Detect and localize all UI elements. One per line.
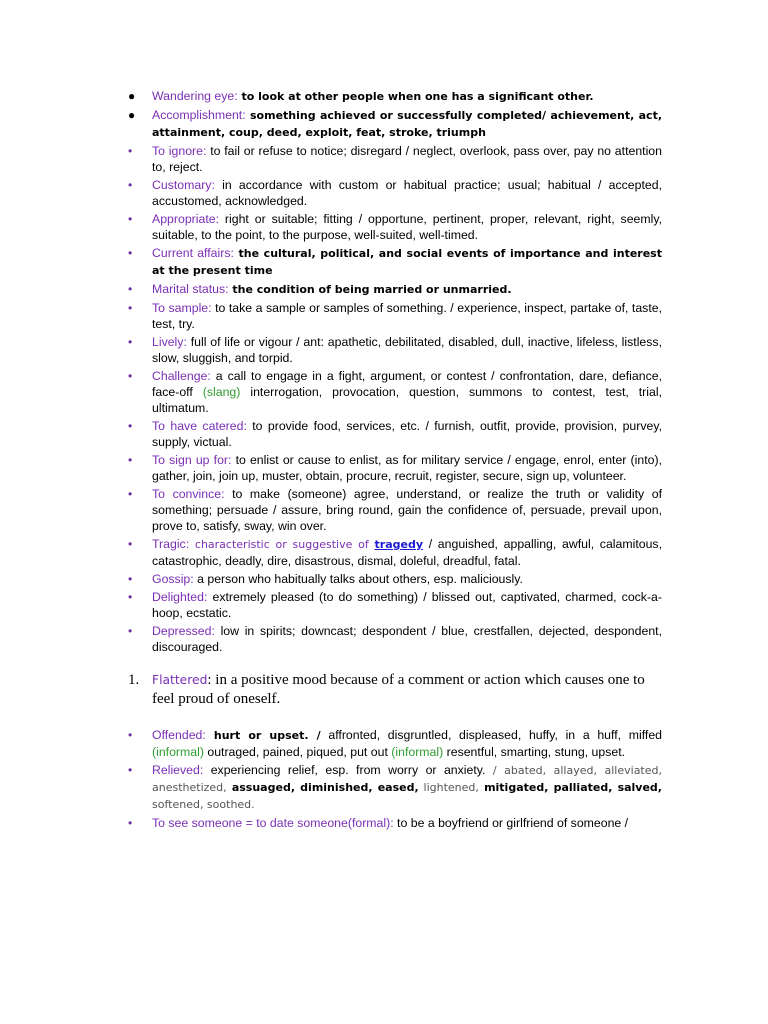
entry-current-affairs <box>128 245 662 279</box>
entry-to-sample <box>128 300 662 332</box>
entry-delighted <box>128 589 662 621</box>
entry-term: To ignore: <box>152 144 207 158</box>
entry-customary <box>128 177 662 209</box>
entry-definition-cont: resentful, smarting, stung, upset. <box>443 745 626 759</box>
entry-definition-cont: interrogation, provocation, question, summons to contest, test, trial, ultimatum. <box>152 385 662 415</box>
entry-definition: a call to engage in a fight, argument, or contest / confrontation, dare, defiance, face-off <box>152 369 662 399</box>
entry-definition: to provide food, services, etc. / furnish, outfit, provide, provision, purvey, supply, victual. <box>152 419 662 449</box>
entry-definition-bold: hurt or upset. / <box>205 729 321 742</box>
entry-gossip <box>128 571 662 587</box>
bullet-icon: • <box>128 487 133 501</box>
entry-definition: to be a boyfriend or girlfriend of someone / <box>393 816 629 830</box>
entry-appropriate <box>128 211 662 243</box>
slang-note: (slang) <box>202 385 241 399</box>
bullet-icon: • <box>128 282 133 296</box>
bullet-icon: • <box>128 453 133 467</box>
entry-definition-synonyms: / abated, allayed, alleviated, anesthetized, <box>152 764 662 794</box>
entry-to-see-someone <box>128 815 662 831</box>
entry-term: Tragic: <box>152 537 190 551</box>
entry-accomplishment <box>128 107 662 141</box>
entry-marital-status <box>128 281 662 298</box>
list-number: 1. <box>128 672 140 688</box>
entry-term: To sign up for: <box>152 453 232 467</box>
bullet-icon: • <box>128 369 133 383</box>
entry-term: Gossip: <box>152 572 194 586</box>
bullet-icon: • <box>128 624 133 638</box>
entry-definition: low in spirits; downcast; despondent / blue, crestfallen, dejected, despondent, discouraged. <box>152 624 662 654</box>
entry-term: Offended: <box>152 728 206 742</box>
entry-definition: something achieved or successfully completed/ achievement, act, attainment, coup, deed, exploit, feat, stroke, triumph <box>152 109 662 139</box>
entry-term: Challenge: <box>152 369 211 383</box>
entry-depressed <box>128 623 662 655</box>
entry-to-sign-up-for <box>128 452 662 484</box>
entry-definition: in accordance with custom or habitual practice; usual; habitual / accepted, accustomed, acknowledged. <box>152 178 662 208</box>
entry-definition: the condition of being married or unmarried. <box>228 283 512 296</box>
entry-definition-synonyms: lightened, <box>418 781 479 794</box>
entry-relieved <box>128 762 662 813</box>
entry-definition-bold: mitigated, palliated, salved, <box>478 781 662 794</box>
entry-definition: experiencing relief, esp. from worry or anxiety. <box>203 763 493 777</box>
informal-note: (informal) <box>391 745 444 759</box>
entry-definition-cont: outraged, pained, piqued, put out <box>203 745 392 759</box>
entry-offended <box>128 727 662 760</box>
entry-definition: : in a positive mood because of a comment or action which causes one to feel proud of oneself. <box>152 672 645 707</box>
bullet-icon: • <box>128 763 133 777</box>
entry-definition-bold: assuaged, diminished, eased, <box>226 781 419 794</box>
bullet-icon: ● <box>128 108 136 122</box>
tragedy-link[interactable]: tragedy <box>374 538 424 551</box>
entry-definition: to fail or refuse to notice; disregard / neglect, overlook, pass over, pay no attention to, reject. <box>152 144 662 174</box>
entry-challenge <box>128 368 662 416</box>
entry-term: Accomplishment: <box>152 108 246 122</box>
bullet-icon: • <box>128 246 133 260</box>
bullet-icon: • <box>128 572 133 586</box>
bullet-icon: • <box>128 590 133 604</box>
entry-definition: full of life or vigour / ant: apathetic, debilitated, disabled, dull, inactive, lifeless, listless, slow, sluggish, and torpid. <box>152 335 662 365</box>
entry-definition: to enlist or cause to enlist, as for military service / engage, enrol, enter (into), gather, join, join up, muster, obtain, procure, recruit, register, secure, sign up, volunteer. <box>152 453 662 483</box>
bullet-icon: • <box>128 178 133 192</box>
bullet-icon: • <box>128 728 133 742</box>
entry-term: Customary: <box>152 178 215 192</box>
entry-term: Wandering eye: <box>152 89 238 103</box>
entry-definition: the cultural, political, and social events of importance and interest at the present time <box>152 247 662 277</box>
entry-to-convince <box>128 486 662 534</box>
entry-term: Marital status: <box>152 282 229 296</box>
entry-term: Appropriate: <box>152 212 219 226</box>
vocabulary-list-1 <box>128 88 662 655</box>
bullet-icon: • <box>128 212 133 226</box>
entry-definition: extremely pleased (to do something) / blissed out, captivated, charmed, cock-a-hoop, ecstatic. <box>152 590 662 620</box>
entry-term: To have catered: <box>152 419 247 433</box>
entry-definition: to make (someone) agree, understand, or realize the truth or validity of something; persuade / assure, bring round, gain the confidence of, persuade, prevail upon, prove to, satisfy, sway, win over. <box>152 487 662 533</box>
entry-term: Lively: <box>152 335 187 349</box>
entry-term: Depressed: <box>152 624 215 638</box>
entry-wandering-eye <box>128 88 662 105</box>
entry-term: To see someone = to date someone(formal): <box>152 816 394 830</box>
bullet-icon: ● <box>128 89 136 103</box>
entry-definition: right or suitable; fitting / opportune, pertinent, proper, relevant, right, seemly, suitable, to the point, to the purpose, well-suited, well-timed. <box>152 212 662 242</box>
bullet-icon: • <box>128 301 133 315</box>
numbered-list <box>128 671 662 709</box>
entry-tragic <box>128 536 662 569</box>
entry-definition: a person who habitually talks about others, esp. maliciously. <box>193 572 523 586</box>
vocabulary-list-2 <box>128 727 662 831</box>
entry-term: To sample: <box>152 301 212 315</box>
entry-to-ignore <box>128 143 662 175</box>
informal-note: (informal) <box>152 745 204 759</box>
entry-term: To convince: <box>152 487 225 501</box>
entry-term: Current affairs: <box>152 246 234 260</box>
entry-lively <box>128 334 662 366</box>
entry-definition: to look at other people when one has a significant other. <box>237 90 594 103</box>
entry-definition: to take a sample or samples of something. / experience, inspect, partake of, taste, test, try. <box>152 301 662 331</box>
entry-definition: characteristic or suggestive of <box>189 538 375 551</box>
bullet-icon: • <box>128 419 133 433</box>
entry-definition: affronted, disgruntled, displeased, huffy, in a huff, miffed <box>320 728 662 742</box>
entry-definition-cont: / anguished, appalling, awful, calamitous, catastrophic, deadly, dire, disastrous, dismal, doleful, dreadful, fatal. <box>152 537 662 568</box>
bullet-icon: • <box>128 144 133 158</box>
entry-term: Flattered <box>152 673 208 687</box>
entry-term: Delighted: <box>152 590 208 604</box>
entry-to-have-catered <box>128 418 662 450</box>
bullet-icon: • <box>128 537 133 551</box>
bullet-icon: • <box>128 816 133 830</box>
entry-flattered <box>128 671 662 709</box>
entry-definition-synonyms: softened, soothed. <box>152 798 255 811</box>
entry-term: Relieved: <box>152 763 204 777</box>
bullet-icon: • <box>128 335 133 349</box>
